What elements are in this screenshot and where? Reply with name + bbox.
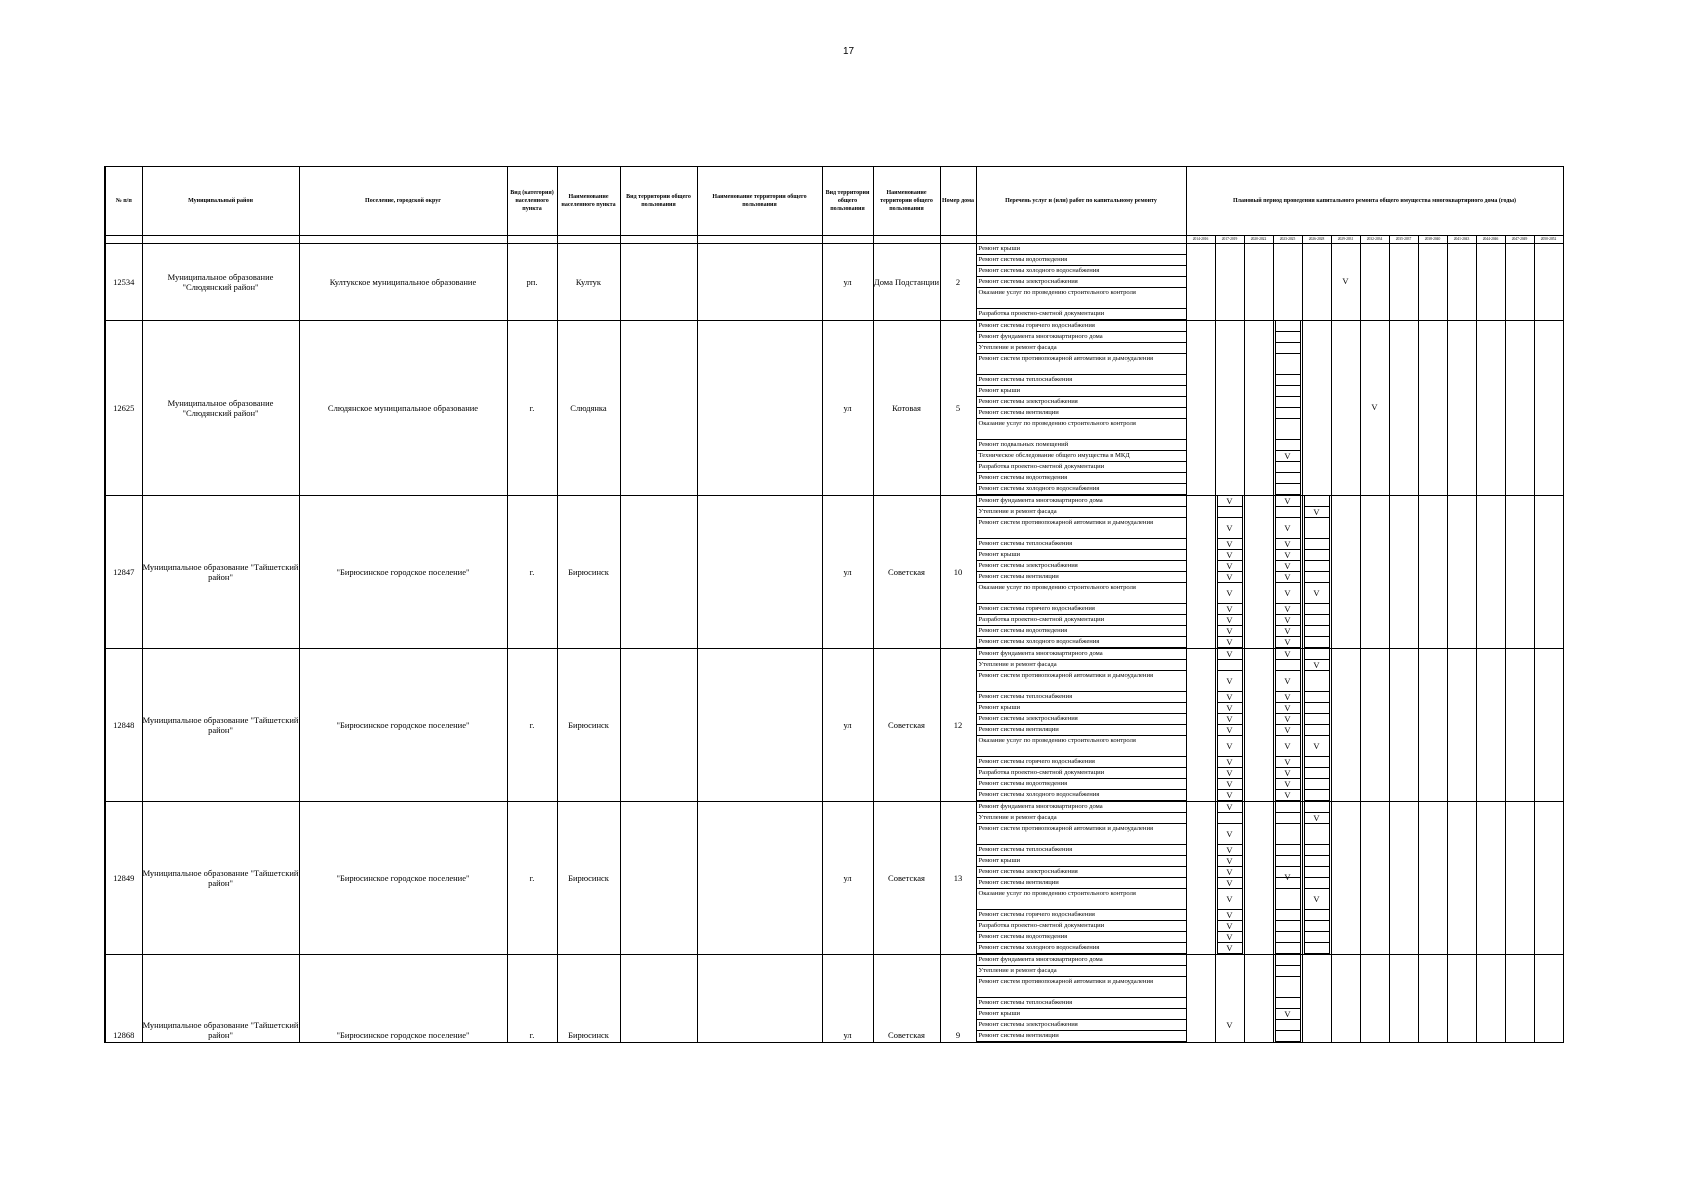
- work-item: Ремонт системы горячего водоснабжения: [977, 321, 1186, 332]
- record-id: 12868: [105, 955, 142, 1043]
- plan-cell: [1276, 824, 1300, 845]
- work-item: Ремонт системы теплоснабжения: [977, 692, 1186, 703]
- plan-cell: [1305, 572, 1329, 583]
- house-number: 9: [940, 955, 976, 1043]
- plan-cell: [1305, 615, 1329, 626]
- plan-cell: V: [1218, 714, 1242, 725]
- plan-cell: V: [1276, 714, 1300, 725]
- plan-cell: V: [1276, 572, 1300, 583]
- plan-cell: V: [1218, 867, 1242, 878]
- plan-cell: V: [1218, 572, 1242, 583]
- street-type: ул: [822, 321, 873, 496]
- header-locality: Наименование населенного пункта: [557, 167, 620, 236]
- plan-cell: V: [1276, 583, 1300, 604]
- table-row: [105, 802, 1563, 955]
- year-header: 2014-2016: [1187, 236, 1216, 243]
- header-kind: Вид (категория) населенного пункта: [507, 167, 557, 236]
- plan-cell: V: [1276, 779, 1300, 790]
- locality-kind: г.: [507, 649, 557, 802]
- plan-cell: V: [1218, 757, 1242, 768]
- house-number: 10: [940, 496, 976, 649]
- header-territory-type: Вид территории общего пользования: [620, 167, 697, 236]
- work-item: Ремонт фундамента многоквартирного дома: [977, 496, 1186, 507]
- plan-cell: V: [1218, 889, 1242, 910]
- plan-cell: [1276, 889, 1300, 910]
- plan-cell: [1276, 507, 1300, 518]
- plan-cell: [1305, 539, 1329, 550]
- plan-cell: [1305, 561, 1329, 572]
- plan-cell: [1305, 757, 1329, 768]
- plan-cell: [1276, 1031, 1300, 1042]
- street-name: Дома Подстанции: [873, 244, 940, 321]
- plan-cell: V: [1305, 736, 1329, 757]
- plan-cell: [1216, 977, 1244, 998]
- work-item: Утепление и ремонт фасада: [977, 966, 1186, 977]
- work-item: Ремонт крыши: [977, 856, 1186, 867]
- work-item: Разработка проектно-сметной документации: [977, 768, 1186, 779]
- plan-cell: [1216, 1031, 1244, 1042]
- header-works: Перечень услуг и (или) работ по капитальному ремонту: [976, 167, 1186, 236]
- street-name: Советская: [873, 955, 940, 1043]
- plan-cell: V: [1218, 802, 1242, 813]
- plan-cell: V: [1305, 583, 1329, 604]
- house-number: 2: [940, 244, 976, 321]
- work-item: Ремонт систем противопожарной автоматики и дымоудаления: [977, 354, 1186, 375]
- territory-name: [697, 802, 822, 955]
- plan-cell: V: [1218, 692, 1242, 703]
- locality-kind: г.: [507, 321, 557, 496]
- plan-cell: [1305, 856, 1329, 867]
- district-name: Муниципальное образование "Тайшетский район": [142, 802, 299, 955]
- settlement-name: "Бирюсинское городское поселение": [299, 496, 507, 649]
- plan-cell: V: [1276, 703, 1300, 714]
- plan-cell: V: [1218, 637, 1242, 648]
- plan-cell: V: [1218, 736, 1242, 757]
- work-item: Ремонт системы вентиляции: [977, 572, 1186, 583]
- plan-cell: [1305, 725, 1329, 736]
- plan-cell: V: [1218, 604, 1242, 615]
- plan-cell: [1305, 604, 1329, 615]
- settlement-name: "Бирюсинское городское поселение": [299, 802, 507, 955]
- work-item: Ремонт системы вентиляции: [977, 878, 1186, 889]
- work-item: Ремонт системы горячего водоснабжения: [977, 910, 1186, 921]
- work-item: Ремонт системы электроснабжения: [977, 277, 1186, 288]
- table-row: [105, 955, 1563, 1043]
- plan-cell: [1276, 375, 1300, 386]
- plan-cell: V: [1218, 725, 1242, 736]
- work-item: Ремонт системы водоотведения: [977, 779, 1186, 790]
- work-item: Ремонт системы водоотведения: [977, 932, 1186, 943]
- plan-cell: [1305, 867, 1329, 878]
- plan-cell: [1305, 671, 1329, 692]
- table-row: [105, 496, 1563, 649]
- plan-mark: V: [1342, 276, 1349, 286]
- plan-cell: V: [1276, 692, 1300, 703]
- work-item: Ремонт системы холодного водоснабжения: [977, 790, 1186, 801]
- plan-cell: [1276, 484, 1300, 495]
- header-house: Номер дома: [940, 167, 976, 236]
- street-type: ул: [822, 802, 873, 955]
- work-item: Ремонт системы горячего водоснабжения: [977, 757, 1186, 768]
- plan-cell: V: [1218, 779, 1242, 790]
- plan-cell: [1276, 419, 1300, 440]
- plan-cell: V: [1276, 496, 1300, 507]
- work-item: Ремонт систем противопожарной автоматики и дымоудаления: [977, 518, 1186, 539]
- plan-cell: [1305, 768, 1329, 779]
- plan-cell: V: [1218, 845, 1242, 856]
- plan-cell: V: [1305, 813, 1329, 824]
- locality-name: Слюдянка: [557, 321, 620, 496]
- plan-cell: [1276, 397, 1300, 408]
- territory-name: [697, 955, 822, 1043]
- plan-cell: V: [1276, 649, 1300, 660]
- work-item: Ремонт фундамента многоквартирного дома: [977, 802, 1186, 813]
- plan-cell: [1305, 714, 1329, 725]
- locality-kind: г.: [507, 955, 557, 1043]
- plan-cell: V: [1218, 626, 1242, 637]
- header-district: Муниципальный район: [142, 167, 299, 236]
- plan-cell: V: [1276, 725, 1300, 736]
- street-name: Советская: [873, 802, 940, 955]
- plan-cell: [1276, 660, 1300, 671]
- plan-cell: [1305, 779, 1329, 790]
- work-item: Разработка проектно-сметной документации: [977, 615, 1186, 626]
- plan-cell: [1216, 1009, 1244, 1020]
- year-header: 2038-2040: [1419, 236, 1448, 243]
- work-item: Ремонт системы электроснабжения: [977, 867, 1186, 878]
- street-name: Котовая: [873, 321, 940, 496]
- plan-cell: [1216, 966, 1244, 977]
- plan-cell: V: [1218, 615, 1242, 626]
- plan-cell: V: [1276, 637, 1300, 648]
- work-item: Ремонт системы теплоснабжения: [977, 845, 1186, 856]
- plan-cell: [1305, 824, 1329, 845]
- plan-cell: [1305, 845, 1329, 856]
- street-type: ул: [822, 496, 873, 649]
- territory-name: [697, 649, 822, 802]
- work-item: Ремонт фундамента многоквартирного дома: [977, 332, 1186, 343]
- street-name: Советская: [873, 649, 940, 802]
- district-name: Муниципальное образование "Слюдянский район": [142, 244, 299, 321]
- plan-mark: V: [1371, 402, 1378, 412]
- plan-cell: V: [1276, 736, 1300, 757]
- locality-kind: г.: [507, 496, 557, 649]
- plan-cell: [1305, 637, 1329, 648]
- header-street-name: Наименование территории общего пользования: [873, 167, 940, 236]
- work-item: Ремонт системы вентиляции: [977, 1031, 1186, 1042]
- plan-cell: [1305, 703, 1329, 714]
- plan-cell: V: [1218, 921, 1242, 932]
- territory-type: [620, 802, 697, 955]
- page-number: 17: [842, 46, 855, 57]
- settlement-name: Култукское муниципальное образование: [299, 244, 507, 321]
- record-id: 12847: [105, 496, 142, 649]
- plan-cell: V: [1305, 660, 1329, 671]
- work-item: Разработка проектно-сметной документации: [977, 921, 1186, 932]
- work-item: Ремонт системы холодного водоснабжения: [977, 637, 1186, 648]
- work-item: Разработка проектно-сметной документации: [977, 309, 1186, 320]
- work-item: Утепление и ремонт фасада: [977, 660, 1186, 671]
- table-row: [105, 321, 1563, 496]
- year-header: 2029-2031: [1332, 236, 1361, 243]
- plan-cell: V: [1276, 518, 1300, 539]
- work-item: Оказание услуг по проведению строительного контроля: [977, 419, 1186, 440]
- plan-cell: V: [1218, 518, 1242, 539]
- plan-cell: [1305, 878, 1329, 889]
- territory-name: [697, 244, 822, 321]
- work-item: Разработка проектно-сметной документации: [977, 462, 1186, 473]
- street-name: Советская: [873, 496, 940, 649]
- plan-cell: [1276, 354, 1300, 375]
- territory-name: [697, 496, 822, 649]
- locality-name: Бирюсинск: [557, 496, 620, 649]
- plan-cell: V: [1276, 539, 1300, 550]
- work-item: Ремонт системы холодного водоснабжения: [977, 943, 1186, 954]
- plan-cell: V: [1276, 561, 1300, 572]
- plan-cell: [1276, 473, 1300, 484]
- plan-cell: V: [1305, 507, 1329, 518]
- plan-cell: V: [1218, 878, 1242, 889]
- plan-cell: V: [1218, 943, 1242, 954]
- plan-cell: [1276, 1020, 1300, 1031]
- record-id: 12625: [105, 321, 142, 496]
- plan-cell: V: [1218, 703, 1242, 714]
- plan-cell: [1276, 932, 1300, 943]
- work-item: Утепление и ремонт фасада: [977, 813, 1186, 824]
- district-name: Муниципальное образование "Тайшетский район": [142, 955, 299, 1043]
- plan-cell: V: [1276, 790, 1300, 801]
- plan-cell: [1276, 955, 1300, 966]
- plan-cell: V: [1276, 757, 1300, 768]
- work-item: Ремонт системы холодного водоснабжения: [977, 484, 1186, 495]
- year-header: 2050-2052: [1540, 237, 1557, 241]
- work-item: Ремонт системы электроснабжения: [977, 714, 1186, 725]
- plan-cell: V: [1218, 539, 1242, 550]
- work-item: Ремонт крыши: [977, 550, 1186, 561]
- plan-cell: [1305, 692, 1329, 703]
- plan-cell: V: [1276, 768, 1300, 779]
- plan-cell: [1276, 386, 1300, 397]
- year-header: 2017-2019: [1216, 236, 1245, 243]
- record-id: 12848: [105, 649, 142, 802]
- settlement-name: "Бирюсинское городское поселение": [299, 649, 507, 802]
- plan-cell: [1305, 649, 1329, 660]
- locality-name: Бирюсинск: [557, 649, 620, 802]
- plan-cell: V: [1276, 626, 1300, 637]
- plan-cell: V: [1276, 615, 1300, 626]
- plan-cell: [1276, 921, 1300, 932]
- header-period: Плановый период проведения капитального ремонта общего имущества многоквартирного дома (годы): [1186, 167, 1563, 236]
- plan-cell: [1276, 998, 1300, 1009]
- work-item: Ремонт систем противопожарной автоматики и дымоудаления: [977, 977, 1186, 998]
- work-item: Ремонт системы вентиляции: [977, 408, 1186, 419]
- header-settlement: Поселение, городской округ: [299, 167, 507, 236]
- plan-cell: [1276, 910, 1300, 921]
- plan-cell: V: [1276, 1009, 1300, 1020]
- header-territory-name: Наименование территории общего пользования: [697, 167, 822, 236]
- plan-cell: V: [1276, 451, 1300, 462]
- plan-cell: [1305, 496, 1329, 507]
- plan-cell: [1276, 332, 1300, 343]
- house-number: 13: [940, 802, 976, 955]
- plan-cell: [1216, 998, 1244, 1009]
- work-item: Ремонт системы водоотведения: [977, 473, 1186, 484]
- record-id: 12849: [105, 802, 142, 955]
- plan-mark: V: [1284, 872, 1291, 882]
- plan-cell: V: [1218, 790, 1242, 801]
- work-item: Оказание услуг по проведению строительного контроля: [977, 736, 1186, 757]
- header-num: № п/п: [105, 167, 142, 236]
- plan-cell: V: [1218, 583, 1242, 604]
- plan-cell: [1218, 507, 1242, 518]
- territory-type: [620, 244, 697, 321]
- plan-cell: V: [1218, 910, 1242, 921]
- plan-cell: [1276, 943, 1300, 954]
- plan-cell: V: [1218, 649, 1242, 660]
- plan-cell: [1305, 910, 1329, 921]
- table-row: [105, 244, 1563, 321]
- plan-cell: [1276, 440, 1300, 451]
- street-type: ул: [822, 649, 873, 802]
- plan-cell: V: [1218, 768, 1242, 779]
- table-row: [105, 649, 1563, 802]
- work-item: Ремонт системы теплоснабжения: [977, 539, 1186, 550]
- plan-cell: [1305, 790, 1329, 801]
- work-item: Ремонт системы теплоснабжения: [977, 375, 1186, 386]
- plan-cell: V: [1218, 856, 1242, 867]
- plan-cell: V: [1226, 1020, 1233, 1030]
- locality-name: Бирюсинск: [557, 802, 620, 955]
- work-item: Ремонт системы электроснабжения: [977, 561, 1186, 572]
- work-item: Техническое обследование общего имущества в МКД: [977, 451, 1186, 462]
- year-header: 2032-2034: [1361, 236, 1390, 243]
- district-name: Муниципальное образование "Тайшетский район": [142, 649, 299, 802]
- work-item: Оказание услуг по проведению строительного контроля: [977, 889, 1186, 910]
- work-item: Ремонт системы электроснабжения: [977, 397, 1186, 408]
- plan-cell: [1276, 845, 1300, 856]
- year-header: 2041-2043: [1448, 236, 1477, 243]
- record-id: 12534: [105, 244, 142, 321]
- work-item: Ремонт системы вентиляции: [977, 725, 1186, 736]
- settlement-name: Слюдянское муниципальное образование: [299, 321, 507, 496]
- territory-type: [620, 955, 697, 1043]
- plan-cell: V: [1218, 671, 1242, 692]
- work-item: Ремонт фундамента многоквартирного дома: [977, 955, 1186, 966]
- locality-kind: г.: [507, 802, 557, 955]
- plan-cell: V: [1218, 496, 1242, 507]
- plan-cell: V: [1276, 604, 1300, 615]
- year-header: 2047-2049: [1506, 236, 1535, 243]
- plan-cell: V: [1218, 824, 1242, 845]
- work-item: Утепление и ремонт фасада: [977, 507, 1186, 518]
- street-type: ул: [822, 955, 873, 1043]
- plan-cell: V: [1276, 671, 1300, 692]
- work-item: Ремонт фундамента многоквартирного дома: [977, 649, 1186, 660]
- plan-cell: [1305, 550, 1329, 561]
- work-item: Оказание услуг по проведению строительного контроля: [977, 288, 1186, 309]
- plan-cell: [1305, 626, 1329, 637]
- work-item: Ремонт крыши: [977, 386, 1186, 397]
- plan-cell: [1218, 660, 1242, 671]
- work-item: Утепление и ремонт фасада: [977, 343, 1186, 354]
- plan-cell: [1276, 813, 1300, 824]
- work-item: Ремонт подвальных помещений: [977, 440, 1186, 451]
- work-item: Ремонт системы теплоснабжения: [977, 998, 1186, 1009]
- year-header: 2023-2025: [1274, 236, 1303, 243]
- territory-type: [620, 649, 697, 802]
- work-item: Ремонт крыши: [977, 703, 1186, 714]
- plan-cell: V: [1276, 550, 1300, 561]
- plan-cell: [1305, 802, 1329, 813]
- district-name: Муниципальное образование "Слюдянский район": [142, 321, 299, 496]
- street-type: ул: [822, 244, 873, 321]
- year-header: 2020-2022: [1245, 236, 1274, 243]
- territory-type: [620, 496, 697, 649]
- house-number: 12: [940, 649, 976, 802]
- plan-cell: [1276, 343, 1300, 354]
- territory-name: [697, 321, 822, 496]
- work-item: Оказание услуг по проведению строительного контроля: [977, 583, 1186, 604]
- plan-cell: [1305, 921, 1329, 932]
- territory-type: [620, 321, 697, 496]
- plan-cell: [1216, 955, 1244, 966]
- plan-cell: [1276, 462, 1300, 473]
- plan-cell: [1276, 408, 1300, 419]
- capital-repair-table: [104, 166, 1562, 1043]
- locality-name: Бирюсинск: [557, 955, 620, 1043]
- year-header: 2035-2037: [1390, 236, 1419, 243]
- plan-cell: [1276, 977, 1300, 998]
- work-item: Ремонт систем противопожарной автоматики и дымоудаления: [977, 671, 1186, 692]
- plan-cell: [1305, 943, 1329, 954]
- locality-name: Култук: [557, 244, 620, 321]
- work-item: Ремонт крыши: [977, 244, 1186, 255]
- settlement-name: "Бирюсинское городское поселение": [299, 955, 507, 1043]
- work-item: Ремонт системы холодного водоснабжения: [977, 266, 1186, 277]
- plan-cell: [1276, 321, 1300, 332]
- header-street-type: Вид территории общего пользования: [822, 167, 873, 236]
- plan-cell: [1276, 856, 1300, 867]
- work-item: Ремонт системы электроснабжения: [977, 1020, 1186, 1031]
- plan-cell: [1276, 802, 1300, 813]
- locality-kind: рп.: [507, 244, 557, 321]
- plan-cell: [1305, 932, 1329, 943]
- plan-cell: [1218, 813, 1242, 824]
- plan-cell: V: [1218, 550, 1242, 561]
- work-item: Ремонт системы горячего водоснабжения: [977, 604, 1186, 615]
- plan-cell: [1305, 518, 1329, 539]
- plan-cell: [1276, 966, 1300, 977]
- year-header: 2026-2028: [1303, 236, 1332, 243]
- district-name: Муниципальное образование "Тайшетский район": [142, 496, 299, 649]
- house-number: 5: [940, 321, 976, 496]
- work-item: Ремонт системы водоотведения: [977, 626, 1186, 637]
- year-header: 2044-2046: [1477, 236, 1506, 243]
- work-item: Ремонт крыши: [977, 1009, 1186, 1020]
- plan-cell: V: [1218, 561, 1242, 572]
- plan-cell: V: [1218, 932, 1242, 943]
- plan-cell: V: [1305, 889, 1329, 910]
- work-item: Ремонт системы водоотведения: [977, 255, 1186, 266]
- work-item: Ремонт систем противопожарной автоматики и дымоудаления: [977, 824, 1186, 845]
